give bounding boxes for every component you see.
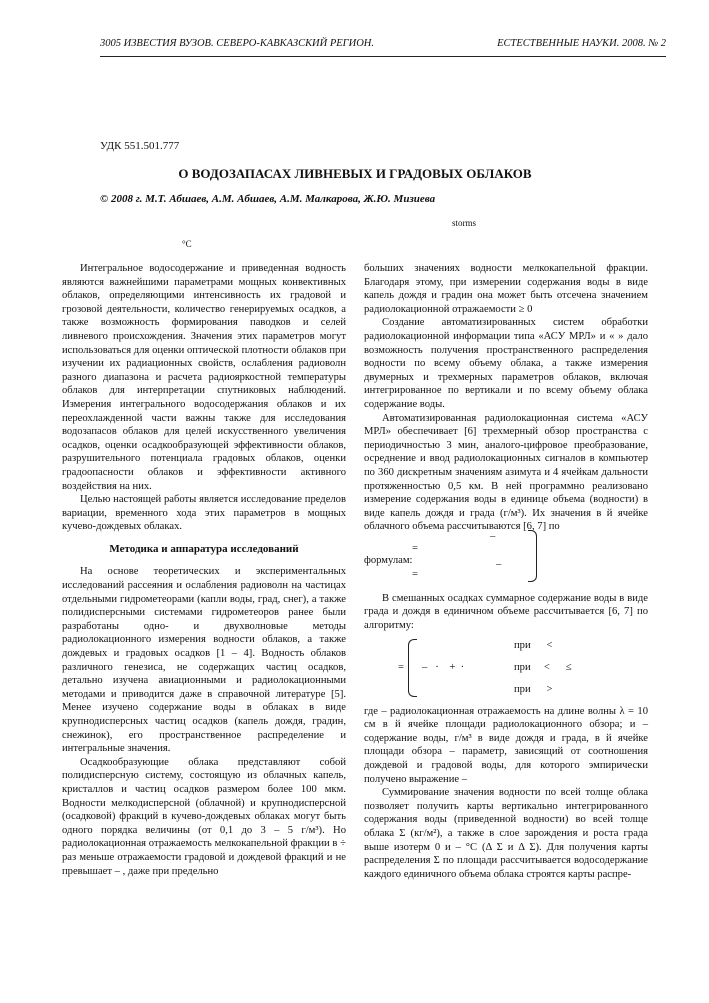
paragraph: Автоматизированная радиолокационная система «АСУ МРЛ» обеспечивает [6] трехмерный обзор пространства с периодичностью 3 мин, аналого-цифровое преобразование, осреднение и ввод радиолокационных сигналов в компьютер по 360 дискретным значениям азимута и 4 ячейкам дальности протяженностью 0,5 км. В ней программно реализовано измерение содержания воды в единице объема (водности) в виде капель дождя и града (г/м³). Их значения в й ячейке облачного объема рассчитываются [6, 7] по	[364, 412, 648, 533]
right-column	[364, 262, 648, 881]
paragraph: Интегральное водосодержание и приведенная водность являются важнейшими параметрами мощных конвективных облаков, определяющими интенсивность их градовой и грозовой деятельности, количество генерируемых осадков, а также возможность формирования паводков и селей ливневого происхождения. Значения этих параметров могут использоваться для оценки оптической плотности облаков при изучении их радиационных свойств, ослабления радиоволн разного диапазона и расчета радиояркостной температуры облаков для интерпретации спутниковых наблюдений. Измерения интегрального водосодержания облаков и их переохлажденной части важны также для исследования водозапасов облаков для целей искусственного увеличения осадков, оценки осадкообразующей эффективности облаков, разрушительного потенциала градовых облаков, оценки градоопасности облаков и эффективности активного воздействия на них.	[62, 263, 346, 492]
formula-label: формулам:	[364, 554, 413, 566]
paragraph: Суммирование значения водности по всей толще облака позволяет получить карты вертикально интегрированного содержания воды (приведенной водности) во всей толще облака Σ (кг/м²), а также в слое зарождения и роста града выше изотерм 0 и – °C (Δ Σ и Δ Σ). Для получения карты распределения Σ по площади рассчитывается водосодержание каждого единичного объема облака строятся карты распре-	[364, 787, 648, 880]
right-brace	[528, 530, 537, 582]
paragraph: Создание автоматизированных систем обработки радиолокационной информации типа «АСУ МРЛ» и « » дало возможность получения пространственного распределения водности по всему объему облака, а также измерения двумерных и трехмерных параметров облаков, включая интегрированное по вертикали и по всему объему облака содержание воды.	[364, 317, 648, 410]
minus-sign: –	[490, 530, 496, 542]
paragraph: где – радиолокационная отражаемость на длине волны λ = 10 см в й ячейке площади радиолокационного обзора; и – содержание воды, г/м³ в виде дождя и града, в й ячейке площади обзора – параметр, зависящий от соотношения дождевой и градовой воды, для которого эмпирически получено выражение –	[364, 705, 648, 785]
udk-code: УДК 551.501.777	[100, 140, 180, 152]
equals-sign: =	[412, 542, 418, 554]
article-authors: © 2008 г. М.Т. Абшаев, А.М. Абшаев, А.М. Малкарова, Ж.Ю. Мизиева	[100, 193, 436, 205]
journal-header-right: ЕСТЕСТВЕННЫЕ НАУКИ. 2008. № 2	[497, 38, 666, 49]
paragraph: На основе теоретических и экспериментальных исследований рассеяния и ослабления радиоволн на частицах отдельными гидрометеорами (капли воды, град, снег), а также полидисперсными системами гидрометеоров ранее были разработаны одно- и двухволновые методы радиолокационного измерения водности облаков, а также дождевых и градовых осадков [1 – 4]. Водность облаков различного генезиса, не содержащих частиц осадков, детально изучена авиационными и радиолокационными методами и приводится даже в справочной литературе [5]. Менее изучено содержание воды в облаках в виде крупнодисперсных частиц осадков (капель дождя, градин, снежинок), его пространственное распределение и интегральные значения.	[62, 566, 346, 755]
journal-header-left: 3005 ИЗВЕСТИЯ ВУЗОВ. СЕВЕРО-КАВКАЗСКИЙ РЕГИОН.	[100, 38, 375, 49]
paragraph: В смешанных осадках суммарное содержание воды в виде града и дождя в единичном объеме рассчитывается [6, 7] по алгоритму:	[364, 592, 648, 632]
left-brace	[408, 639, 417, 697]
condition-row: при <	[514, 639, 553, 651]
equals-sign: =	[412, 568, 418, 580]
formula-water-content	[364, 530, 648, 586]
abstract-fragment: storms	[452, 218, 477, 228]
paragraph: Осадкообразующие облака представляют собой полидисперсную систему, состоящую из облачных капель, кристаллов и частиц осадков размером более 100 мкм. Водности мелкодисперсной (облачной) и крупнодисперсной (осадковой) фракций в кучево-дождевых облаках могут быть одного порядка величины (от 0,1 до 3 – 5 г/м³). Но радиолокационная отражаемость мелкокапельной фракции в ÷ раз меньше отражаемости градовой и дождевой фракций и не превышает – , даже при предельно	[62, 756, 346, 877]
formula-operators: – · + ·	[422, 661, 465, 673]
abstract-unit: °C	[182, 239, 192, 249]
header-divider	[100, 56, 666, 57]
left-column	[62, 262, 346, 878]
section-heading: Методика и аппаратура исследований	[109, 542, 299, 555]
equals-sign: =	[398, 661, 404, 673]
running-header	[100, 38, 666, 54]
article-title: О ВОДОЗАПАСАХ ЛИВНЕВЫХ И ГРАДОВЫХ ОБЛАКОВ	[178, 166, 532, 181]
condition-row: при < ≤	[514, 661, 572, 673]
paragraph: больших значениях водности мелкокапельной фракции. Благодаря этому, при измерении содержания воды в виде капель дождя и градин она может быть отсечена значением радиолокационной отражаемости ≥ 0	[364, 263, 648, 315]
minus-sign: –	[496, 558, 502, 570]
paragraph: Целью настоящей работы является исследование пределов вариации, временного хода этих параметров в мощных кучево-дождевых облаках.	[62, 494, 346, 533]
formula-mixed-precipitation	[364, 639, 648, 697]
condition-row: при >	[514, 683, 553, 695]
